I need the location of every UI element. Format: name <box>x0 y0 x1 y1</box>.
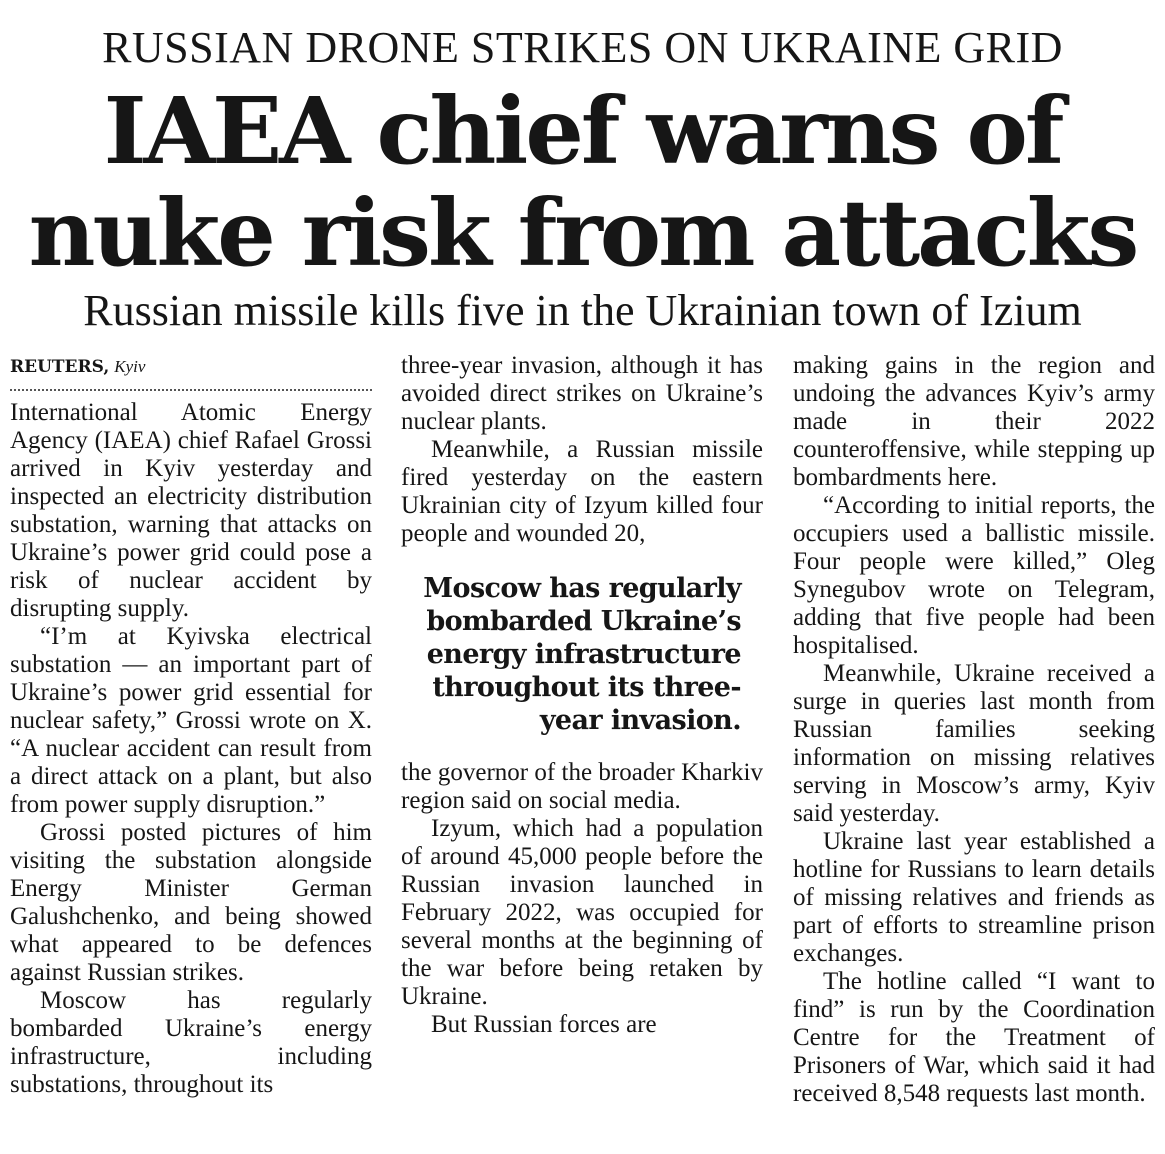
headline-line-2: nuke risk from attacks <box>28 179 1137 287</box>
paragraph: making gains in the region and undoing the advances Kyiv’s army made in their 2022 counteroffensive, while stepping up bombardments here. <box>793 352 1155 491</box>
byline-dateline: Kyiv <box>114 357 146 376</box>
paragraph: “According to initial reports, the occupiers used a ballistic missile. Four people were killed,” Oleg Synegubov wrote on Telegram, adding that five people had been hospitalised. <box>793 492 1155 659</box>
paragraph: Ukraine last year established a hotline for Russians to learn details of missing relatives and friends as part of efforts to streamline prison exchanges. <box>793 828 1155 967</box>
standfirst: Russian missile kills five in the Ukrainian town of Izium <box>83 286 1082 335</box>
byline-agency: REUTERS, <box>10 357 110 377</box>
article-column-2 <box>401 352 763 1039</box>
paragraph: But Russian forces are <box>431 1011 657 1038</box>
kicker: RUSSIAN DRONE STRIKES ON UKRAINE GRID <box>102 23 1063 72</box>
paragraph: Moscow has regularly bombarded Ukraine’s energy infrastructure, including substations, throughout its <box>10 987 372 1098</box>
headline-line-1: IAEA chief warns of <box>103 77 1062 185</box>
paragraph: The hotline called “I want to find” is run by the Coordination Centre for the Treatment of Prisoners of War, which said it had received 8,548 requests last month. <box>793 968 1155 1107</box>
paragraph: the governor of the broader Kharkiv region said on social media. <box>401 759 763 814</box>
paragraph: Izyum, which had a population of around 45,000 people before the Russian invasion launched in February 2022, was occupied for several months at the beginning of the war before being retaken by Ukraine. <box>401 815 763 1010</box>
byline <box>10 352 372 391</box>
paragraph: Meanwhile, Ukraine received a surge in queries last month from Russian families seeking information on missing relatives serving in Moscow’s army, Kyiv said yesterday. <box>793 660 1155 827</box>
article-column-1 <box>10 352 372 1099</box>
paragraph: International Atomic Energy Agency (IAEA) chief Rafael Grossi arrived in Kyiv yesterday and inspected an electricity distribution substation, warning that attacks on Ukraine’s power grid could pose a risk of nuclear accident by disrupting supply. <box>10 399 372 622</box>
paragraph: “I’m at Kyivska electrical substation — an important part of Ukraine’s power grid essential for nuclear safety,” Grossi wrote on X. “A nuclear accident can result from a direct attack on a plant, but also from power supply disruption.” <box>10 623 372 818</box>
headline <box>0 77 1165 287</box>
paragraph: Meanwhile, a Russian missile fired yesterday on the eastern Ukrainian city of Izyum killed four people and wounded 20, <box>401 436 763 547</box>
pull-quote: Moscow has regularly bombarded Ukraine’s energy infrastructure throughout its three-year invasion. <box>423 573 741 736</box>
article-column-3 <box>793 352 1155 1108</box>
paragraph: three-year invasion, although it has avoided direct strikes on Ukraine’s nuclear plants. <box>401 352 763 435</box>
paragraph: Grossi posted pictures of him visiting the substation alongside Energy Minister German Galushchenko, and being showed what appeared to be defences against Russian strikes. <box>10 819 372 986</box>
